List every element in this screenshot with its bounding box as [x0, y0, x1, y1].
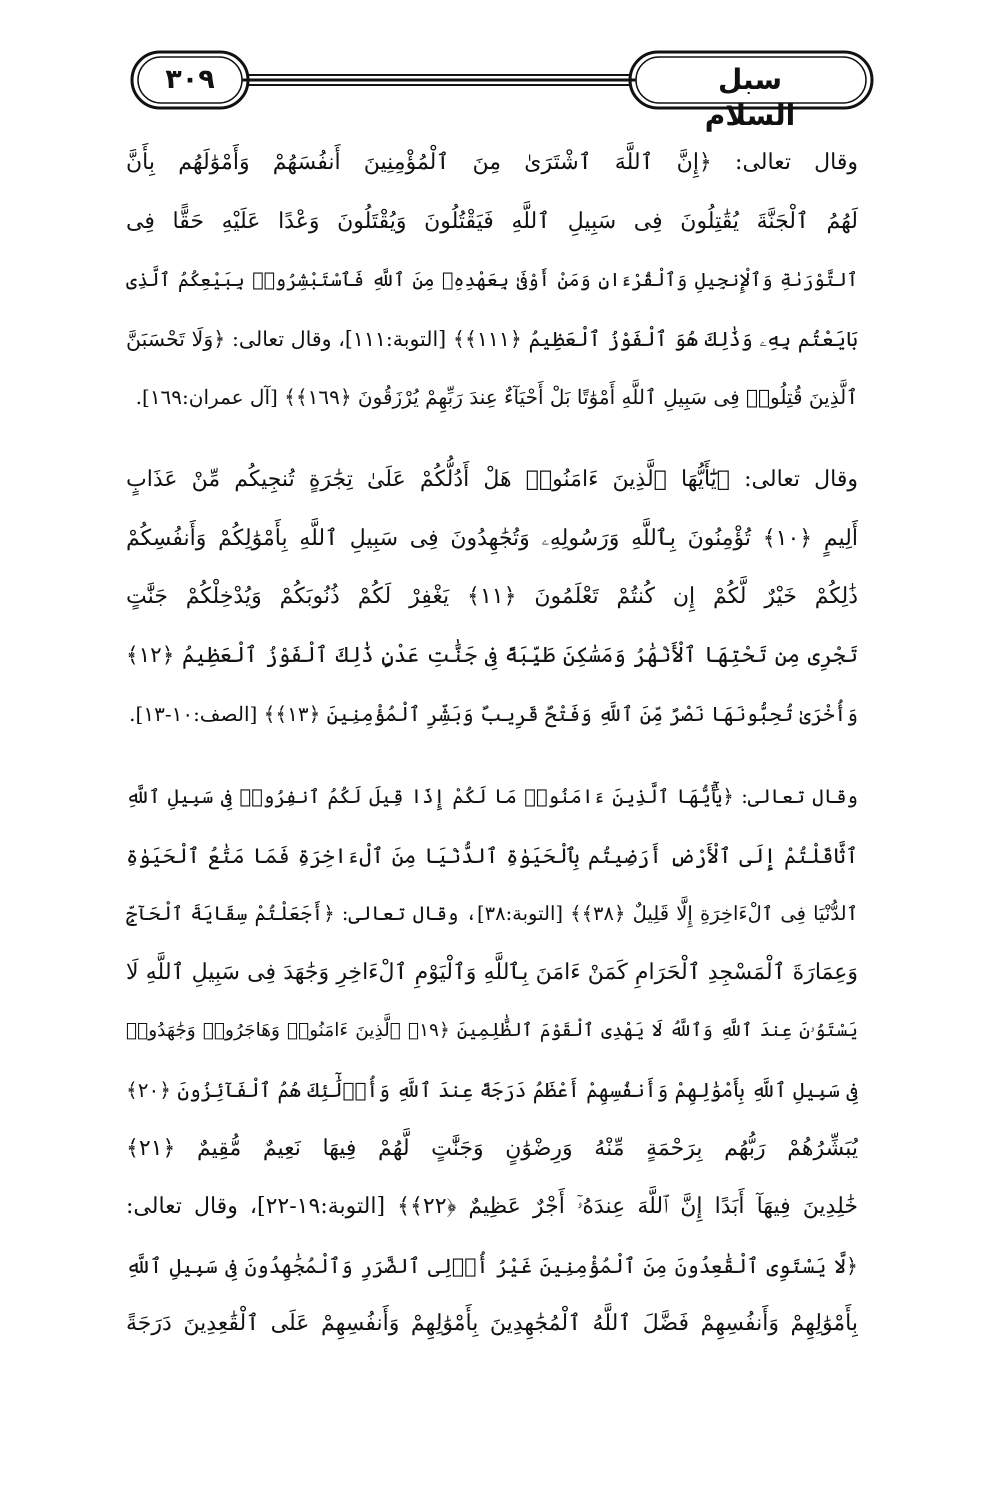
page-number: ٣٠٩	[165, 64, 215, 95]
text-line: وقال تعالى: ﴿يَٰٓأَيُّهَا ٱلَّذِينَ ءَامَنُوا۟ مَا لَكُمْ إِذَا قِيلَ لَكُمُ ٱنفِرُوا۟ فِى سَبِيلِ ٱللَّهِ	[126, 784, 858, 808]
text-line: بِأَمْوَٰلِهِمْ وَأَنفُسِهِمْ فَضَّلَ ٱللَّهُ ٱلْمُجَٰهِدِينَ بِأَمْوَٰلِهِمْ وَأَنفُسِهِمْ عَلَى ٱلْقَٰعِدِينَ دَرَجَةً	[126, 1311, 858, 1337]
text-line: بَايَعْتُم بِهِۦ وَذَٰلِكَ هُوَ ٱلْفَوْزُ ٱلْعَظِيمُ ﴿١١١﴾﴾ [التوبة:١١١]، وقال تعالى: ﴿وَلَا تَحْسَبَنَّ	[126, 326, 858, 351]
text-line: فِى سَبِيلِ ٱللَّهِ بِأَمْوَٰلِهِمْ وَأَنفُسِهِمْ أَعْظَمُ دَرَجَةً عِندَ ٱللَّهِ وَأُو۟لَٰٓئِكَ هُمُ ٱلْفَآئِزُونَ ﴿٢٠﴾	[126, 1077, 858, 1102]
page-header	[124, 48, 876, 132]
text-line: يُبَشِّرُهُمْ رَبُّهُم بِرَحْمَةٍ مِّنْهُ وَرِضْوَٰنٍ وَجَنَّٰتٍ لَّهُمْ فِيهَا نَعِيمٌ مُّقِيمٌ ﴿٢١﴾	[126, 1135, 858, 1161]
text-line: أَلِيمٍ ﴿١٠﴾ تُؤْمِنُونَ بِٱللَّهِ وَرَسُولِهِۦ وَتُجَٰهِدُونَ فِى سَبِيلِ ٱللَّهِ بِأَمْوَٰلِكُمْ وَأَنفُسِكُمْ	[126, 525, 858, 551]
text-line: وَأُخْرَىٰ تُحِبُّونَهَا نَصْرٌ مِّنَ ٱللَّهِ وَفَتْحٌ قَرِيبٌ وَبَشِّرِ ٱلْمُؤْمِنِينَ ﴿١٣﴾﴾ [الصف:١٠-١٣].	[129, 702, 858, 727]
text-line: يَسْتَوُۥنَ عِندَ ٱللَّهِ وَٱللَّهُ لَا يَهْدِى ٱلْقَوْمَ ٱلظَّٰلِمِينَ ﴿١٩﴾ ٱلَّذِينَ ءَامَنُوا۟ وَهَاجَرُوا۟ وَجَٰهَدُوا۟	[126, 1020, 858, 1042]
text-line: ٱلتَّوْرَىٰةِ وَٱلْإِنجِيلِ وَٱلْقُرْءَانِ وَمَنْ أَوْفَىٰ بِعَهْدِهِۦ مِنَ ٱللَّهِ فَٱسْتَبْشِرُوا۟ بِبَيْعِكُمُ ٱلَّذِى	[126, 269, 858, 292]
text-line: وقال تعالى: ﴿إِنَّ ٱللَّهَ ٱشْتَرَىٰ مِنَ ٱلْمُؤْمِنِينَ أَنفُسَهُمْ وَأَمْوَٰلَهُم بِأَنَّ	[126, 150, 858, 175]
text-line: ٱلَّذِينَ قُتِلُوا۟ فِى سَبِيلِ ٱللَّهِ أَمْوَٰتًا بَلْ أَحْيَآءٌ عِندَ رَبِّهِمْ يُرْزَقُونَ ﴿١٦٩﴾﴾ [آل عمران:١٦٩].	[135, 385, 858, 410]
text-line: ٱلدُّنْيَا فِى ٱلْءَاخِرَةِ إِلَّا قَلِيلٌ ﴿٣٨﴾﴾ [التوبة:٣٨]، وقال تعالى: ﴿أَجَعَلْتُمْ سِقَايَةَ ٱلْحَآجِّ	[126, 902, 858, 926]
page-body	[126, 134, 858, 1378]
text-line: ذَٰلِكُمْ خَيْرٌ لَّكُمْ إِن كُنتُمْ تَعْلَمُونَ ﴿١١﴾ يَغْفِرْ لَكُمْ ذُنُوبَكُمْ وَيُدْخِلْكُمْ جَنَّٰتٍ	[126, 584, 858, 610]
text-line: وَعِمَارَةَ ٱلْمَسْجِدِ ٱلْحَرَامِ كَمَنْ ءَامَنَ بِٱللَّهِ وَٱلْيَوْمِ ٱلْءَاخِرِ وَجَٰهَدَ فِى سَبِيلِ ٱللَّهِ لَا	[126, 959, 858, 985]
book-title: سبل السلام	[704, 63, 796, 132]
paragraph-3	[126, 768, 858, 1354]
text-line: ٱثَّاقَلْتُمْ إِلَى ٱلْأَرْضِ أَرَضِيتُم بِٱلْحَيَوٰةِ ٱلدُّنْيَا مِنَ ٱلْءَاخِرَةِ فَمَا مَتَٰعُ ٱلْحَيَوٰةِ	[126, 843, 858, 868]
text-line: وقال تعالى: ﴿يَٰٓأَيُّهَا ٱلَّذِينَ ءَامَنُوا۟ هَلْ أَدُلُّكُمْ عَلَىٰ تِجَٰرَةٍ تُنجِيكُم مِّنْ عَذَابٍ	[126, 466, 858, 492]
text-line: خَٰلِدِينَ فِيهَآ أَبَدًا إِنَّ ٱللَّهَ عِندَهُۥٓ أَجْرٌ عَظِيمٌ ﴿٢٢﴾﴾ [التوبة:١٩-٢٢]، وقال تعالى:	[126, 1194, 858, 1220]
paragraph-1	[126, 134, 858, 427]
text-line: لَهُمُ ٱلْجَنَّةَ يُقَٰتِلُونَ فِى سَبِيلِ ٱللَّهِ فَيَقْتُلُونَ وَيُقْتَلُونَ وَعْدًا عَلَيْهِ حَقًّا فِى	[126, 208, 858, 234]
text-line: تَجْرِى مِن تَحْتِهَا ٱلْأَنْهَٰرُ وَمَسَٰكِنَ طَيِّبَةً فِى جَنَّٰتِ عَدْنٍ ذَٰلِكَ ٱلْفَوْزُ ٱلْعَظِيمُ ﴿١٢﴾	[126, 642, 858, 668]
text-line: ﴿لَّا يَسْتَوِى ٱلْقَٰعِدُونَ مِنَ ٱلْمُؤْمِنِينَ غَيْرُ أُو۟لِى ٱلضَّرَرِ وَٱلْمُجَٰهِدُونَ فِى سَبِيلِ ٱللَّهِ	[126, 1253, 858, 1278]
paragraph-2	[126, 451, 858, 744]
